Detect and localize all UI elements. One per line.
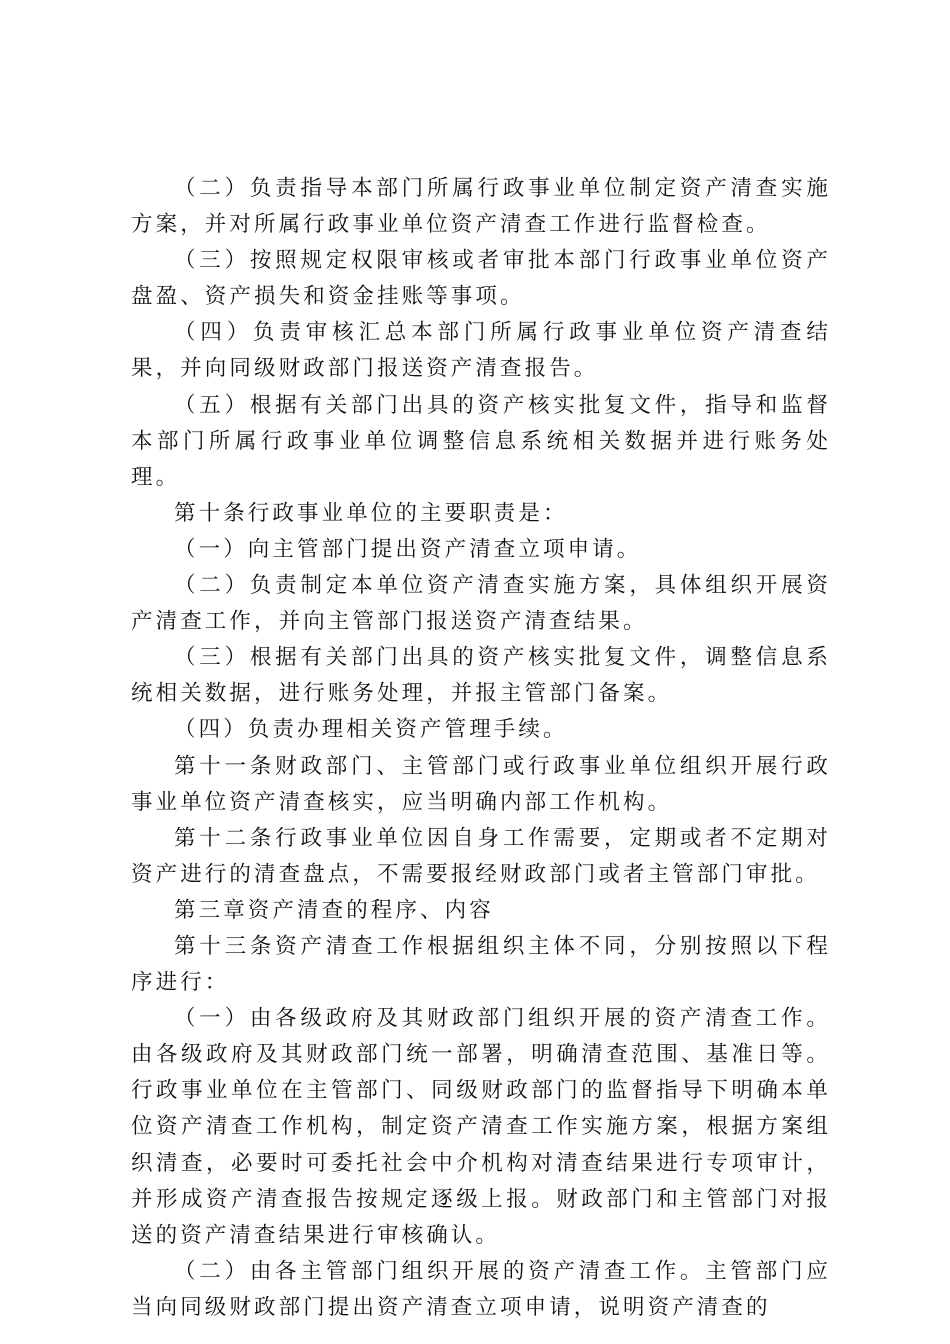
paragraph-item-4: （四）负责审核汇总本部门所属行政事业单位资产清查结果，并向同级财政部门报送资产清查报告。 (131, 320, 831, 382)
article-13-item-2: （二）由各主管部门组织开展的资产清查工作。主管部门应当向同级财政部门提出资产清查立项申请，说明资产清查的 (131, 1258, 831, 1320)
paragraph-item-5: （五）根据有关部门出具的资产核实批复文件，指导和监督本部门所属行政事业单位调整信息系统相关数据并进行账务处理。 (131, 392, 831, 490)
paragraph-item-2: （二）负责指导本部门所属行政事业单位制定资产清查实施方案，并对所属行政事业单位资产清查工作进行监督检查。 (131, 176, 831, 238)
article-13: 第十三条资产清查工作根据组织主体不同，分别按照以下程序进行： (131, 933, 831, 996)
article-11: 第十一条财政部门、主管部门或行政事业单位组织开展行政事业单位资产清查核实，应当明确内部工作机构。 (131, 753, 831, 815)
article-10-item-1: （一）向主管部门提出资产清查立项申请。 (174, 536, 642, 562)
article-10-item-2: （二）负责制定本单位资产清查实施方案，具体组织开展资产清查工作，并向主管部门报送资产清查结果。 (131, 573, 831, 635)
article-10-item-3: （三）根据有关部门出具的资产核实批复文件，调整信息系统相关数据，进行账务处理，并报主管部门备案。 (131, 645, 831, 707)
document-body (131, 171, 831, 1326)
article-10-item-4: （四）负责办理相关资产管理手续。 (174, 717, 568, 743)
article-12: 第十二条行政事业单位因自身工作需要，定期或者不定期对资产进行的清查盘点，不需要报经财政部门或者主管部门审批。 (131, 825, 831, 887)
paragraph-item-3: （三）按照规定权限审核或者审批本部门行政事业单位资产盘盈、资产损失和资金挂账等事项。 (131, 248, 831, 310)
chapter-3-heading: 第三章资产清查的程序、内容 (174, 897, 494, 923)
article-13-item-1: （一）由各级政府及其财政部门组织开展的资产清查工作。由各级政府及其财政部门统一部署，明确清查范围、基准日等。行政事业单位在主管部门、同级财政部门的监督指导下明确本单位资产清查工作机构，制定资产清查工作实施方案，根据方案组织清查，必要时可委托社会中介机构对清查结果进行专项审计，并形成资产清查报告按规定逐级上报。财政部门和主管部门对报送的资产清查结果进行审核确认。 (131, 1006, 831, 1248)
article-10-title: 第十条行政事业单位的主要职责是： (174, 500, 568, 526)
